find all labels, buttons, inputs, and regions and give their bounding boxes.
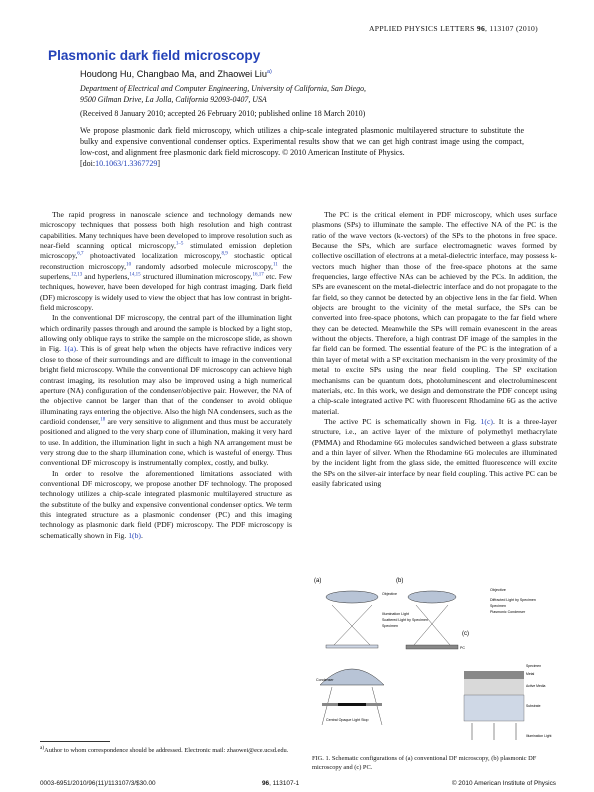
footer-page: 96, 113107-1	[262, 780, 300, 787]
slide-a	[326, 645, 378, 648]
label-plasmonic-b: Plasmonic Condenser	[490, 610, 526, 614]
label-diffracted-b: Diffracted Light by Specimen	[490, 598, 536, 602]
label-active-c: Active Media	[526, 684, 546, 688]
citation-ref[interactable]: 18	[100, 417, 106, 423]
label-specimen-c: Specimen	[526, 664, 542, 668]
footer-copyright: © 2010 American Institute of Physics	[451, 780, 556, 787]
figure-label-c: (c)	[462, 631, 469, 637]
running-head: APPLIED PHYSICS LETTERS 96, 113107 (2010)	[369, 24, 538, 33]
label-metal-c: Metal	[526, 672, 535, 676]
left-column	[40, 210, 292, 541]
abstract: We propose plasmonic dark field microscopy, which utilizes a chip-scale integrated plasmonic multilayered structure to substitute the bulky and expensive conventional condenser optics. Experimental results show that we can get high contrast image using the compact, low-cost, and alignment free plasmonic dark field microscopy. © 2010 American Institute of Physics. [doi:10.1063/1.3367729]	[80, 126, 524, 168]
figure-ref-link[interactable]: 1(b)	[128, 530, 141, 540]
label-illumination-c: Illumination Light	[526, 734, 552, 738]
citation-ref[interactable]: 6,7	[77, 251, 84, 257]
substrate-c	[464, 695, 524, 721]
scatter-ray	[334, 605, 372, 645]
citation-ref[interactable]: 1–5	[175, 241, 184, 247]
label-substrate-c: Substrate	[526, 704, 541, 708]
label-stop-a: Central Opaque Light Stop	[326, 718, 369, 722]
right-column	[312, 210, 557, 489]
diffracted-ray	[416, 605, 450, 645]
label-objective-b: Objective	[490, 588, 506, 592]
figure-ref-link[interactable]: 1(a)	[63, 344, 77, 354]
label-objective-a: Objective	[382, 592, 397, 596]
objective-lens-b	[408, 591, 456, 603]
footnote: $^{a)}$Author to whom correspondence should be addressed. Electronic mail: zhaowei@ece.ucsd.edu.	[40, 745, 289, 755]
doi-link[interactable]: 10.1063/1.3367729	[95, 158, 158, 168]
paragraph: The rapid progress in nanoscale science and technology demands new microscopy techniques that possess both high resolution and high contrast capabilities. Many techniques have been developed to improve resolution such as near-field scanning optical microscopy,$^{1-5}$ stimulated emission depletion microscopy,$^{6,7}$ photoactivated localization microscopy,$^{8,9}$ stochastic optical reconstruction microscopy,$^{10}$ randomly adsorbed molecule microscopy,$^{11}$ the superlens,$^{12,13}$ and hyperlens,$^{14,15}$ structured illumination microscopy,$^{16,17}$ etc. Few techniques, however, have been developed for high contrast imaging. Dark field (DF) microscopy is widely used to view the object that has low contrast in bright-field microscopy.	[40, 210, 293, 313]
paragraph: The active PC is schematically shown in Fig. 1(c). It is a three-layer structure, i.e., an active layer of the mixture of polymethyl methacrylate (PMMA) and Rhodamine 6G molecules sandwiched between a glass substrate and a thin layer of silver. When the Rhodamine 6G molecules are illuminated by the incident light from the glass side, the emitted fluorescence will excite the SPs on the silver-air interface by near field coupling. This active PC can be easily fabricated using	[312, 416, 557, 488]
footer-left: 0003-6951/2010/96(11)/113107/3/$30.00	[40, 780, 156, 787]
label-specimen-a: Specimen	[382, 624, 398, 628]
citation-ref[interactable]: 11	[272, 262, 278, 268]
figure-1	[312, 575, 557, 751]
citation-ref[interactable]: 14,15	[129, 272, 141, 278]
light-stop-a	[338, 703, 366, 706]
citation-ref[interactable]: 8,9	[221, 251, 228, 257]
paragraph: In the conventional DF microscopy, the central part of the illumination light which ordinarily passes through and around the sample is blocked by a light stop, allowing only oblique rays to strike the sample on the microscope slide, as shown in Fig. 1(a). This is of great help when the objects have refractive indices very close to those of their surroundings and are difficult to image in the conventional bright field microscopy. While the conventional DF microscopy can achieve high contrast imaging, its resolution may also be improved using a high numerical aperture (NA) configuration of the condenser/objective pair. However, the NA of the objective cannot be larger than that of the condenser to avoid oblique illuminating rays entering the objective. Also the high NA condensers, such as the cardioid condenser,$^{18}$ are very sensitive to alignment and thus must be accurately positioned and aligned to the very sharp cone of illumination, making it very hard to use. In addition, the illumination light in such a high NA arrangement must be very strong due to the sharp illumination cone, which is wasteful of energy. Thus conventional DF microscopy is instrumentally complex, costly, and bulky.	[40, 313, 293, 468]
author-footnote-mark[interactable]: a)	[266, 69, 272, 75]
citation-ref[interactable]: 12,13	[70, 272, 83, 278]
paragraph: In order to resolve the aforementioned limitations associated with conventional DF microscopy, we propose another DF technology. The proposed technology utilizes a chip-scale integrated plasmonic multilayered structure as the substitute of the bulky and expensive conventional condenser optics. We term this integrated structure as a plasmonic condenser (PC) and this imaging technology as plasmonic dark field (PDF) microscopy. The PDF microscopy is schematically shown in Fig. 1(b).	[40, 468, 292, 540]
objective-lens-a	[326, 591, 378, 603]
received-dates: (Received 8 January 2010; accepted 26 February 2010; published online 18 March 2010)	[80, 109, 366, 118]
scatter-ray	[332, 605, 370, 645]
label-scattered-a: Scattered Light by Specimen	[382, 618, 428, 622]
label-illumination-a: Illumination Light	[382, 612, 409, 616]
figure-ref-link[interactable]: 1(c)	[480, 416, 493, 426]
label-specimen-b: Specimen	[490, 604, 506, 608]
article-title: Plasmonic dark field microscopy	[48, 48, 261, 63]
active-layer-c	[464, 679, 524, 695]
plasmonic-condenser-b	[406, 645, 458, 649]
paragraph: The PC is the critical element in PDF microscopy, which uses surface plasmons (SPs) to illuminate the sample. The effective NA of the PC is the ratio of the wave vectors (k-vectors) of the SPs to the photons in free space. Because the SPs, which are surface electromagnetic waves formed by collective oscillation of electrons at a metal-dielectric interface, may possess k-vectors much higher than those of the free-space photons at the same frequencies, large effective NAs can be achieved by the PCs. In addition, the SPs are evanescent on the metal-dielectric interface and do not propagate to the far field, so they cannot be detected by an objective lens in the far field. When objects are brought to the vicinity of the metal surface, the SPs can be converted into free-space photons, which can propagate to the far field where they can be detected. Meanwhile the SPs will remain evanescent in the areas without the objects. Therefore, a high contrast DF image of the samples in the far field can be formed. The essential feature of the PC is the integration of a thin layer of metal with a SP excitation mechanism in the very proximity of the metal to excite SPs using the near field coupling. The SP excitation mechanisms can be quantum dots, photoluminescent and electroluminescent materials, etc. In this work, we design and demonstrate the PDF concept using a chip-scale integrated active PC with fluorescent Rhodamine 6G as the active material.	[312, 210, 557, 416]
metal-layer-c	[464, 671, 524, 679]
label-condenser-a: Condenser	[316, 678, 334, 682]
figure-caption: FIG. 1. Schematic configurations of (a) conventional DF microscopy, (b) plasmonic DF microscopy and (c) PC.	[312, 755, 537, 771]
condenser-lens-a	[320, 669, 384, 685]
figure-label-b: (b)	[396, 578, 404, 584]
citation-ref[interactable]: 16,17	[252, 272, 264, 278]
diffracted-ray	[414, 605, 448, 645]
footnote-rule	[40, 741, 110, 742]
affiliation: Department of Electrical and Computer Engineering, University of California, San Diego, 9500 Gilman Drive, La Jolla, California 92093-0407, USA	[80, 84, 367, 104]
citation-ref[interactable]: 10	[126, 262, 132, 268]
author-list: Houdong Hu, Changbao Ma, and Zhaowei Liu$^{a)}$	[80, 69, 272, 80]
figure-label-a: (a)	[314, 578, 322, 584]
label-pc-b: PC	[460, 646, 465, 650]
